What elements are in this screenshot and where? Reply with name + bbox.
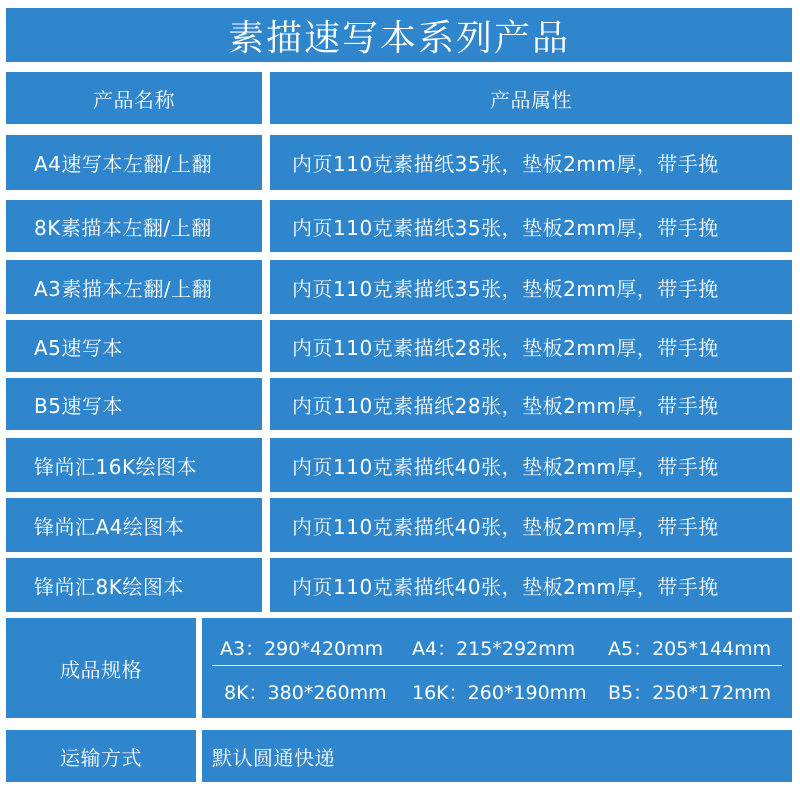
product-attribute: 内页110克素描纸35张，垫板2mm厚，带手挽 [270, 200, 792, 252]
product-attribute: 内页110克素描纸28张，垫板2mm厚，带手挽 [270, 378, 792, 430]
spec-item: B5：250*172mm [608, 682, 772, 704]
spec-item: 16K：260*190mm [412, 682, 587, 704]
product-name: 锋尚汇A4绘图本 [6, 498, 262, 552]
product-attribute: 内页110克素描纸28张，垫板2mm厚，带手挽 [270, 320, 792, 372]
specs-divider [212, 665, 782, 666]
specs-row-1 [202, 626, 792, 666]
shipping-value: 默认圆通快递 [202, 730, 792, 782]
shipping-label: 运输方式 [6, 730, 196, 782]
spec-item: 8K：380*260mm [224, 682, 387, 704]
product-attribute: 内页110克素描纸40张，垫板2mm厚，带手挽 [270, 558, 792, 612]
header-product-attribute: 产品属性 [270, 72, 792, 124]
product-attribute: 内页110克素描纸40张，垫板2mm厚，带手挽 [270, 438, 792, 492]
product-attribute: 内页110克素描纸35张，垫板2mm厚，带手挽 [270, 135, 792, 190]
spec-item: A5：205*144mm [608, 638, 772, 660]
product-attribute: 内页110克素描纸40张，垫板2mm厚，带手挽 [270, 498, 792, 552]
product-attribute: 内页110克素描纸35张，垫板2mm厚，带手挽 [270, 260, 792, 314]
product-name: A3素描本左翻/上翻 [6, 260, 262, 314]
spec-item: A3：290*420mm [220, 638, 384, 660]
product-name: B5速写本 [6, 378, 262, 430]
specs-label: 成品规格 [6, 618, 196, 718]
product-name: 锋尚汇16K绘图本 [6, 438, 262, 492]
product-name: 锋尚汇8K绘图本 [6, 558, 262, 612]
page-title: 素描速写本系列产品 [6, 8, 792, 62]
specs-row-2 [202, 670, 792, 710]
header-product-name: 产品名称 [6, 72, 262, 124]
product-name: A4速写本左翻/上翻 [6, 135, 262, 190]
spec-item: A4：215*292mm [412, 638, 576, 660]
product-name: A5速写本 [6, 320, 262, 372]
product-name: 8K素描本左翻/上翻 [6, 200, 262, 252]
specs-panel [202, 618, 792, 718]
